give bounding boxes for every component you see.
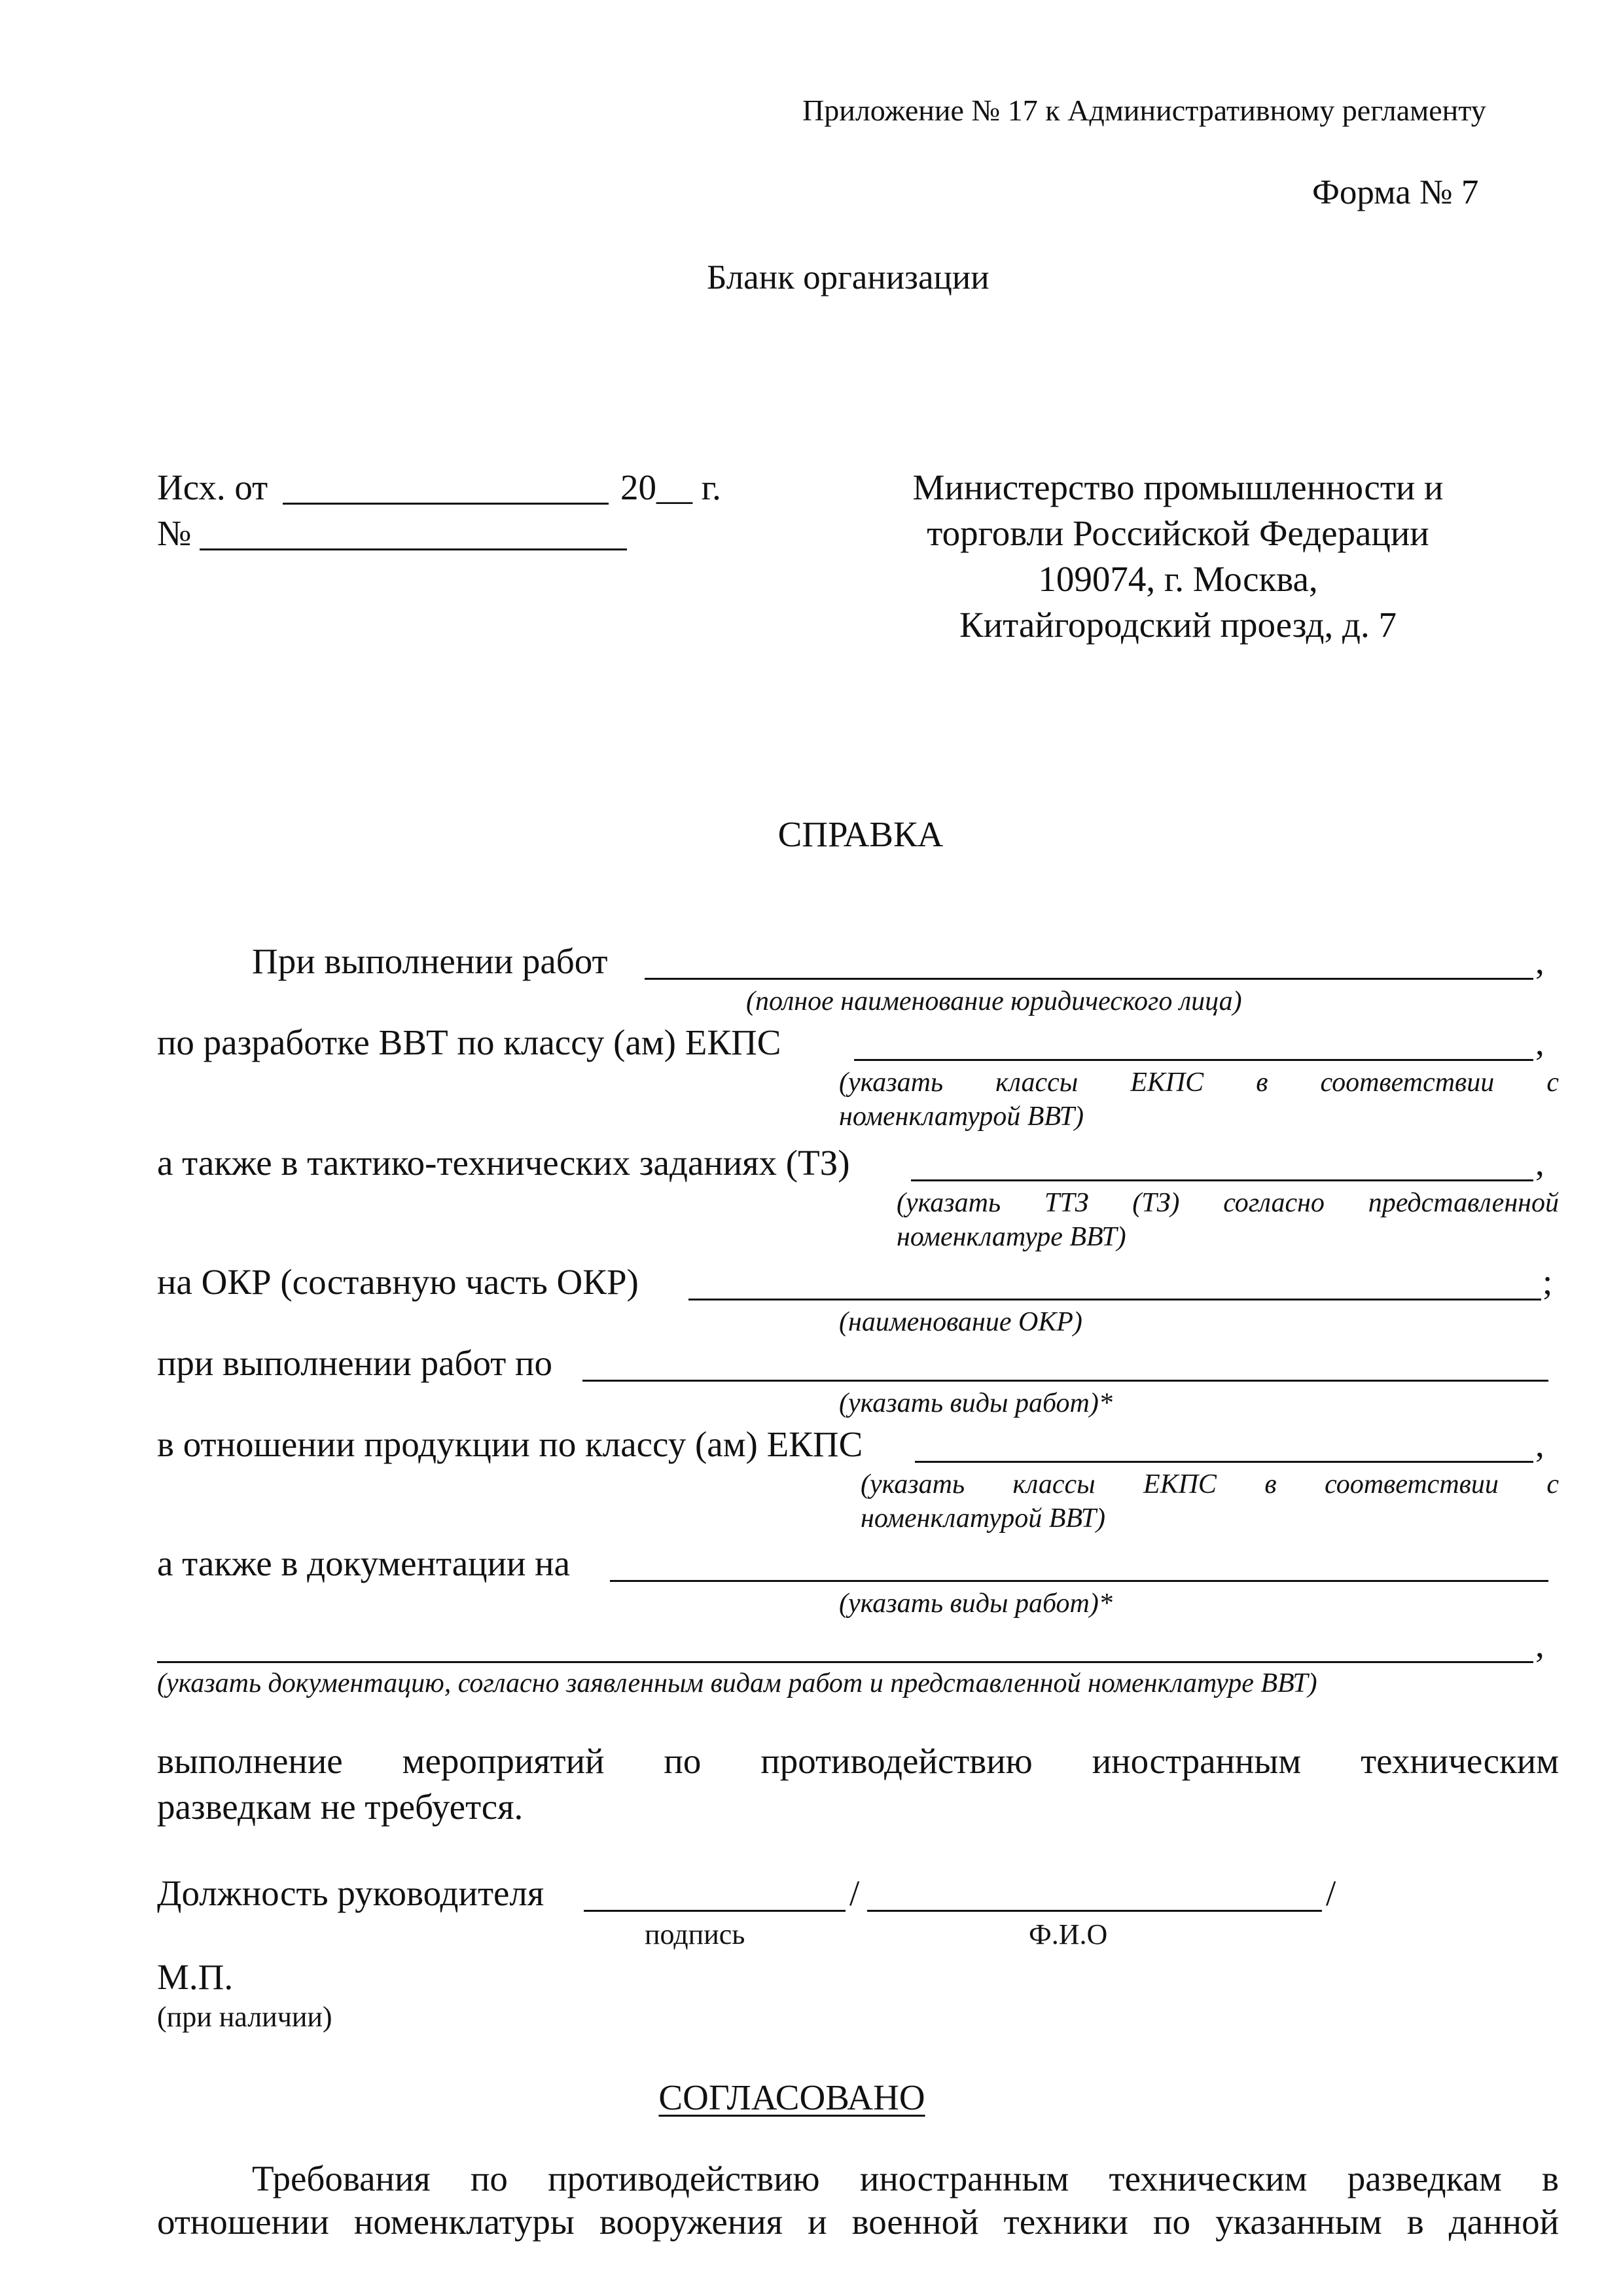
works-label: При выполнении работ [252, 941, 608, 981]
slash-1: / [849, 1873, 860, 1913]
position-label: Должность руководителя [157, 1873, 544, 1913]
legal-entity-hint: (полное наименование юридического лица) [746, 986, 1242, 1016]
works-by-hint: (указать виды работ)* [839, 1388, 1113, 1418]
addressee-line-4: Китайгородский проезд, д. 7 [959, 605, 1397, 645]
semicolon-4: ; [1543, 1262, 1553, 1302]
ekps-class-hint-2: номенклатурой ВВТ) [839, 1102, 1084, 1132]
ekps-class-field[interactable] [854, 1059, 1533, 1061]
ekps-class-label: по разработке ВВТ по классу (ам) ЕКПС [157, 1022, 781, 1062]
full-name-field[interactable] [867, 1910, 1322, 1912]
documentation-label: а также в документации на [157, 1543, 571, 1583]
comma-3: , [1535, 1143, 1544, 1183]
ref-number-field[interactable] [200, 548, 627, 550]
form-number: Форма № 7 [1312, 173, 1479, 211]
ref-number-label: № [157, 513, 192, 553]
signature-field[interactable] [584, 1910, 846, 1912]
documentation-field[interactable] [610, 1580, 1548, 1582]
conclusion-line-1: выполнение мероприятий по противодействию иностранным техническим [157, 1741, 1559, 1781]
stamp-note: (при наличии) [157, 2001, 332, 2033]
ttz-label: а также в тактико-технических заданиях (ТЗ) [157, 1143, 850, 1183]
letterhead-label: Бланк организации [707, 259, 990, 296]
approval-title: СОГЛАСОВАНО [658, 2077, 925, 2117]
product-class-hint-1: (указать классы ЕКПС в соответствии с [861, 1469, 1559, 1499]
full-name-caption: Ф.И.О [1029, 1918, 1108, 1950]
ttz-field[interactable] [911, 1179, 1533, 1181]
product-class-hint-2: номенклатурой ВВТ) [861, 1503, 1105, 1534]
document-title: СПРАВКА [777, 814, 944, 854]
conclusion-line-2: разведкам не требуется. [157, 1787, 524, 1827]
comma-8: , [1535, 1624, 1544, 1664]
legal-entity-field[interactable] [645, 978, 1533, 980]
appendix-note: Приложение № 17 к Административному регламенту [802, 94, 1486, 127]
addressee-line-2: торговли Российской Федерации [927, 513, 1429, 553]
approval-text-line-2: отношении номенклатуры вооружения и военной техники по указанным в данной [157, 2202, 1559, 2242]
approval-text-line-1: Требования по противодействию иностранным техническим разведкам в [252, 2159, 1559, 2198]
ttz-hint-2: номенклатуре ВВТ) [897, 1222, 1126, 1252]
documentation-details-field[interactable] [157, 1661, 1533, 1663]
ekps-class-hint-1: (указать классы ЕКПС в соответствии с [839, 1067, 1559, 1098]
ref-date-field[interactable] [283, 503, 609, 505]
signature-caption: подпись [645, 1918, 745, 1950]
product-class-field[interactable] [915, 1461, 1533, 1463]
addressee-line-1: Министерство промышленности и [912, 467, 1444, 507]
works-by-label: при выполнении работ по [157, 1343, 552, 1383]
okr-field[interactable] [688, 1299, 1541, 1300]
okr-hint: (наименование ОКР) [839, 1307, 1082, 1337]
documentation-hint: (указать виды работ)* [839, 1588, 1113, 1619]
ttz-hint-1: (указать ТТЗ (ТЗ) согласно представленной [897, 1188, 1559, 1218]
okr-label: на ОКР (составную часть ОКР) [157, 1262, 639, 1302]
works-by-field[interactable] [582, 1380, 1548, 1382]
stamp-label: М.П. [157, 1957, 234, 1997]
documentation-details-hint: (указать документацию, согласно заявленным видам работ и представленной номенклатуре ВВТ) [157, 1668, 1317, 1698]
comma-2: , [1535, 1022, 1544, 1062]
ref-year-label: 20__ г. [620, 467, 721, 507]
comma-1: , [1535, 941, 1544, 981]
product-class-label: в отношении продукции по классу (ам) ЕКПС [157, 1424, 863, 1464]
comma-6: , [1535, 1424, 1544, 1464]
slash-2: / [1326, 1873, 1336, 1913]
addressee-line-3: 109074, г. Москва, [1038, 559, 1318, 599]
ref-date-label: Исх. от [157, 467, 268, 507]
